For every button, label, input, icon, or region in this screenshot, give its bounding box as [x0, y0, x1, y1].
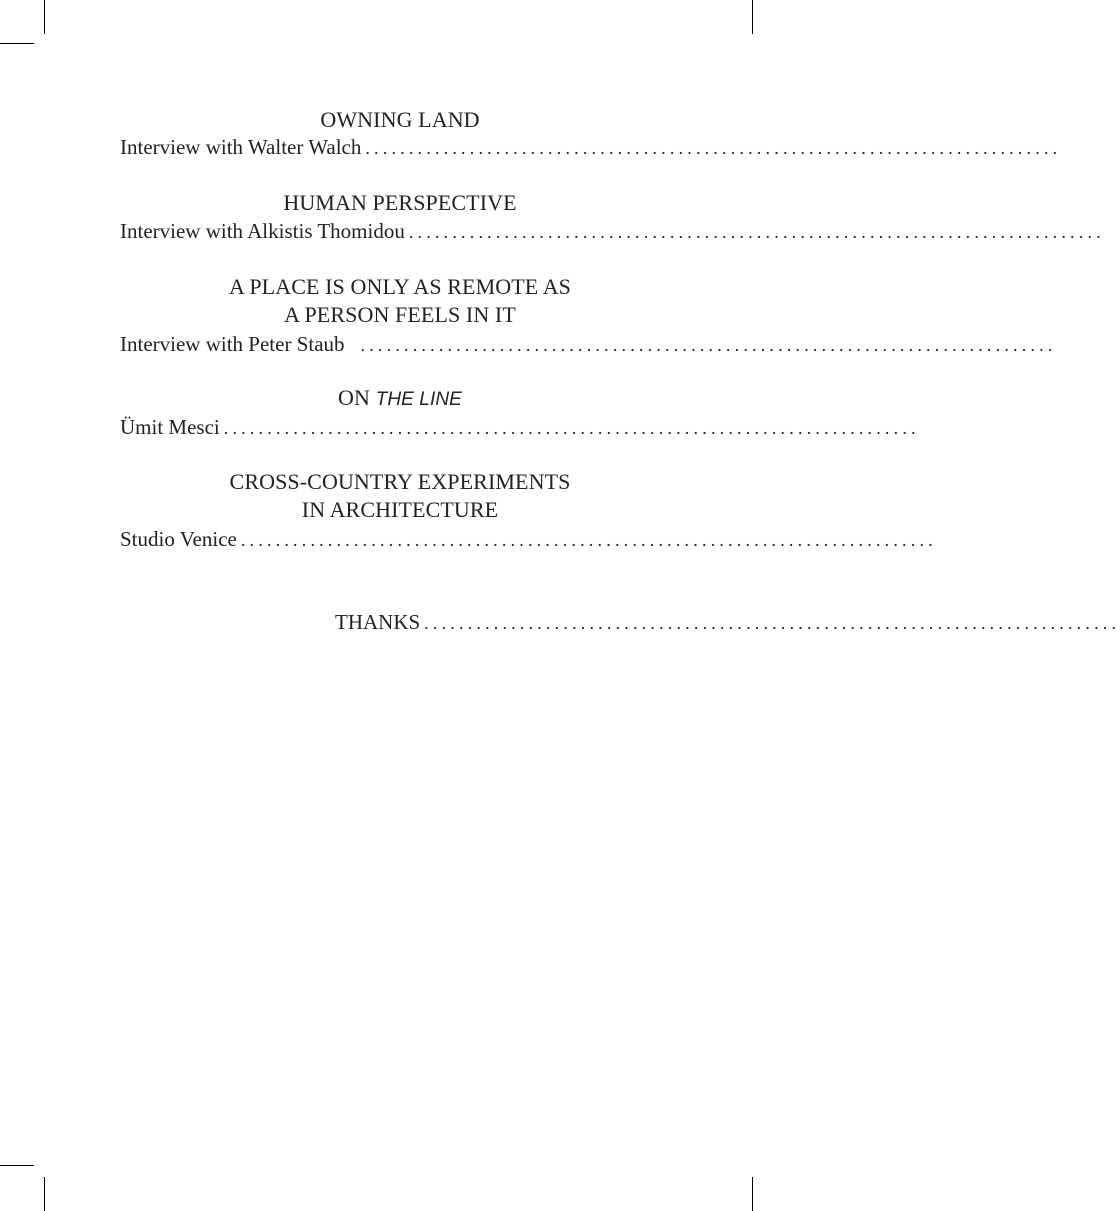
dot-leader: ................................................................................ — [240, 530, 937, 550]
heading-line: IN ARCHITECTURE — [301, 497, 499, 522]
dot-leader: ................................................................................ — [365, 138, 1062, 158]
toc-entry-studio-venice[interactable] — [120, 525, 937, 553]
crop-mark-top-left-horizontal — [0, 43, 34, 44]
entry-label: Studio Venice — [120, 527, 237, 551]
heading-line: OWNING LAND — [320, 107, 480, 132]
toc-entry-thanks[interactable] — [335, 608, 1120, 636]
crop-mark-bottom-left-horizontal — [0, 1165, 34, 1166]
dot-leader: ................................................................................ — [360, 335, 1057, 355]
entry-label: Ümit Mesci — [120, 415, 220, 439]
crop-mark-bottom-right — [752, 1177, 753, 1211]
toc-entry-alkistis-thomidou[interactable] — [120, 217, 1105, 245]
crop-mark-bottom-left — [44, 1177, 45, 1211]
entry-label: Interview with Alkistis Thomidou — [120, 219, 405, 243]
section-heading-remote-place — [120, 273, 680, 329]
heading-emphasis: THE LINE — [375, 389, 462, 410]
crop-mark-top-left — [44, 0, 45, 34]
section-heading-on-the-line — [120, 384, 680, 414]
entry-label: Interview with Peter Staub — [120, 332, 345, 356]
dot-leader: ................................................................................ — [408, 222, 1105, 242]
section-heading-human-perspective — [120, 189, 680, 217]
heading-line: A PLACE IS ONLY AS REMOTE AS — [228, 274, 572, 299]
section-heading-owning-land — [120, 106, 680, 134]
crop-mark-top-right — [752, 0, 753, 34]
heading-line: HUMAN PERSPECTIVE — [283, 190, 517, 215]
toc-entry-walter-walch[interactable] — [120, 133, 1062, 161]
entry-label: THANKS — [335, 610, 421, 634]
toc-entry-umit-mesci[interactable] — [120, 413, 920, 441]
dot-leader: ................................................................................ — [223, 418, 920, 438]
heading-line: A PERSON FEELS IN IT — [284, 302, 516, 327]
section-heading-cross-country — [120, 468, 680, 524]
heading-line: CROSS-COUNTRY EXPERIMENTS — [229, 469, 571, 494]
dot-leader: ................................................................................ — [424, 613, 1120, 633]
entry-label: Interview with Walter Walch — [120, 135, 362, 159]
heading-prefix: ON — [338, 385, 371, 410]
toc-entry-peter-staub[interactable] — [120, 330, 1057, 358]
